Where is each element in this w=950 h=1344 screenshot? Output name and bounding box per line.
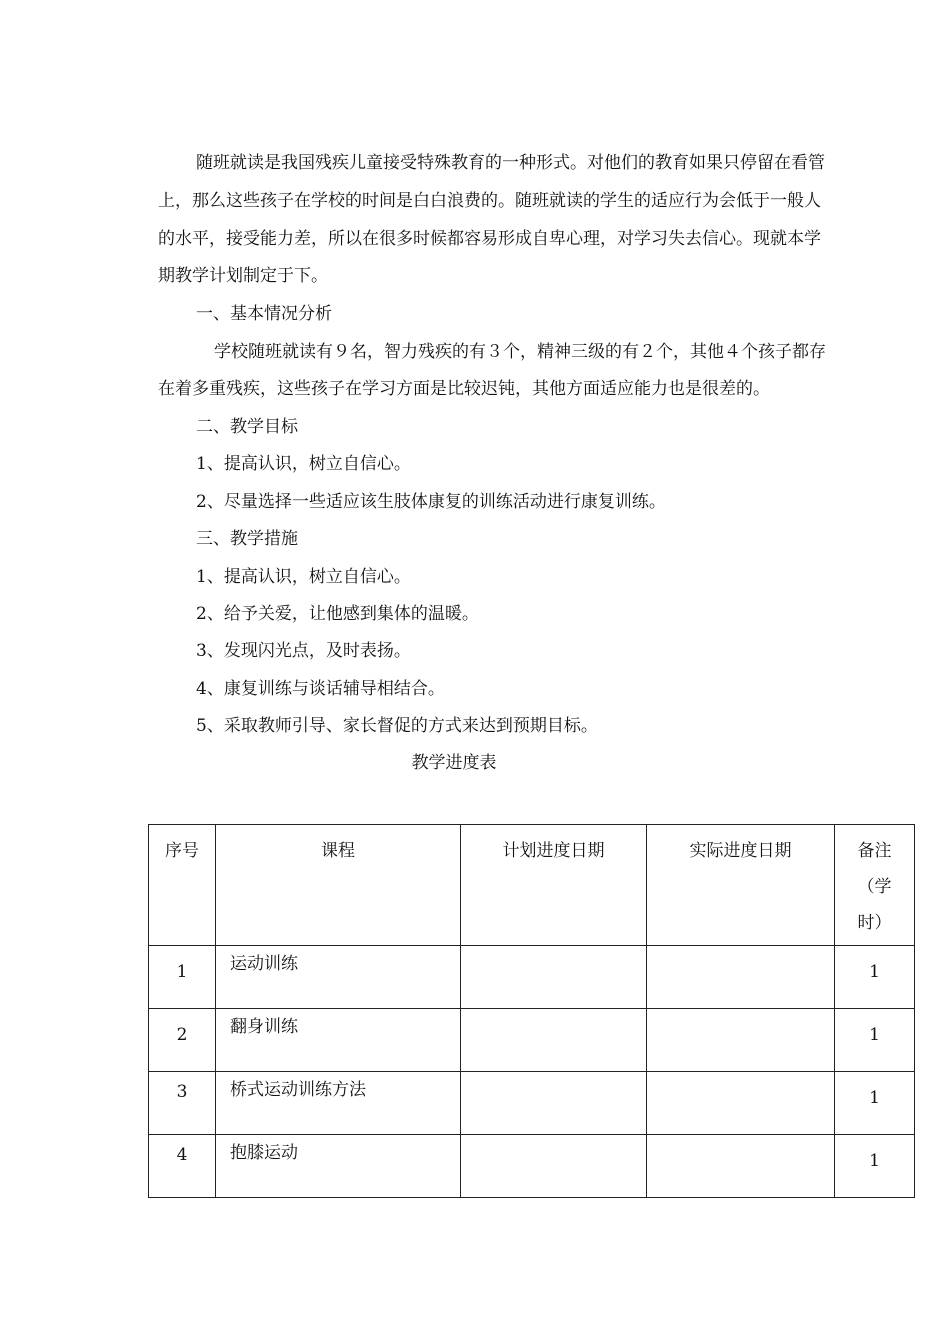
cell-actual-date [647,1135,835,1198]
section3-item-3: 3、发现闪光点，及时表扬。 [196,641,411,661]
header-note-line-2: （学 [857,877,892,897]
progress-table [148,824,915,1198]
cell-note: 1 [835,1009,915,1072]
section2-item-1: 1、提高认识，树立自信心。 [196,454,411,474]
section3-item-4: 4、康复训练与谈话辅导相结合。 [196,679,445,699]
table-header-row [149,825,915,946]
cell-planned-date [461,1072,647,1135]
cell-course: 运动训练 [216,946,461,1009]
section3-heading: 三、教学措施 [196,529,298,549]
section3-item-2: 2、给予关爱，让他感到集体的温暖。 [196,604,479,624]
cell-course: 桥式运动训练方法 [216,1072,461,1135]
table-row [149,1072,915,1135]
section1-line-1: 学校随班就读有９名，智力残疾的有３个，精神三级的有２个，其他４个孩子都存 [214,342,826,362]
table-row [149,946,915,1009]
cell-note: 1 [835,946,915,1009]
cell-no: 2 [149,1009,216,1072]
table-row [149,1135,915,1198]
section2-heading: 二、教学目标 [196,417,298,437]
cell-actual-date [647,1009,835,1072]
header-course: 课程 [216,825,461,946]
cell-note: 1 [835,1072,915,1135]
intro-line-2: 上，那么这些孩子在学校的时间是白白浪费的。随班就读的学生的适应行为会低于一般人 [158,191,821,211]
header-note-line-3: 时） [857,913,892,933]
header-no: 序号 [149,825,216,946]
section2-item-2: 2、尽量选择一些适应该生肢体康复的训练活动进行康复训练。 [196,492,666,512]
cell-no: 4 [149,1135,216,1198]
cell-course: 抱膝运动 [216,1135,461,1198]
cell-actual-date [647,1072,835,1135]
table-title: 教学进度表 [411,753,497,773]
header-note-line-1: 备注 [857,841,892,861]
section3-item-5: 5、采取教师引导、家长督促的方式来达到预期目标。 [196,716,598,736]
cell-note: 1 [835,1135,915,1198]
header-planned-date: 计划进度日期 [461,825,647,946]
cell-course: 翻身训练 [216,1009,461,1072]
intro-line-3: 的水平，接受能力差，所以在很多时候都容易形成自卑心理，对学习失去信心。现就本学 [158,229,821,249]
section1-heading: 一、基本情况分析 [196,304,332,324]
header-actual-date: 实际进度日期 [647,825,835,946]
cell-no: 1 [149,946,216,1009]
intro-line-1: 随班就读是我国残疾儿童接受特殊教育的一种形式。对他们的教育如果只停留在看管 [196,153,825,173]
cell-actual-date [647,946,835,1009]
intro-line-4: 期教学计划制定于下。 [158,266,328,286]
cell-planned-date [461,1009,647,1072]
cell-planned-date [461,1135,647,1198]
section3-item-1: 1、提高认识，树立自信心。 [196,567,411,587]
section1-line-2: 在着多重残疾，这些孩子在学习方面是比较迟钝，其他方面适应能力也是很差的。 [158,379,770,399]
table-row [149,1009,915,1072]
cell-no: 3 [149,1072,216,1135]
header-note [835,825,915,946]
cell-planned-date [461,946,647,1009]
